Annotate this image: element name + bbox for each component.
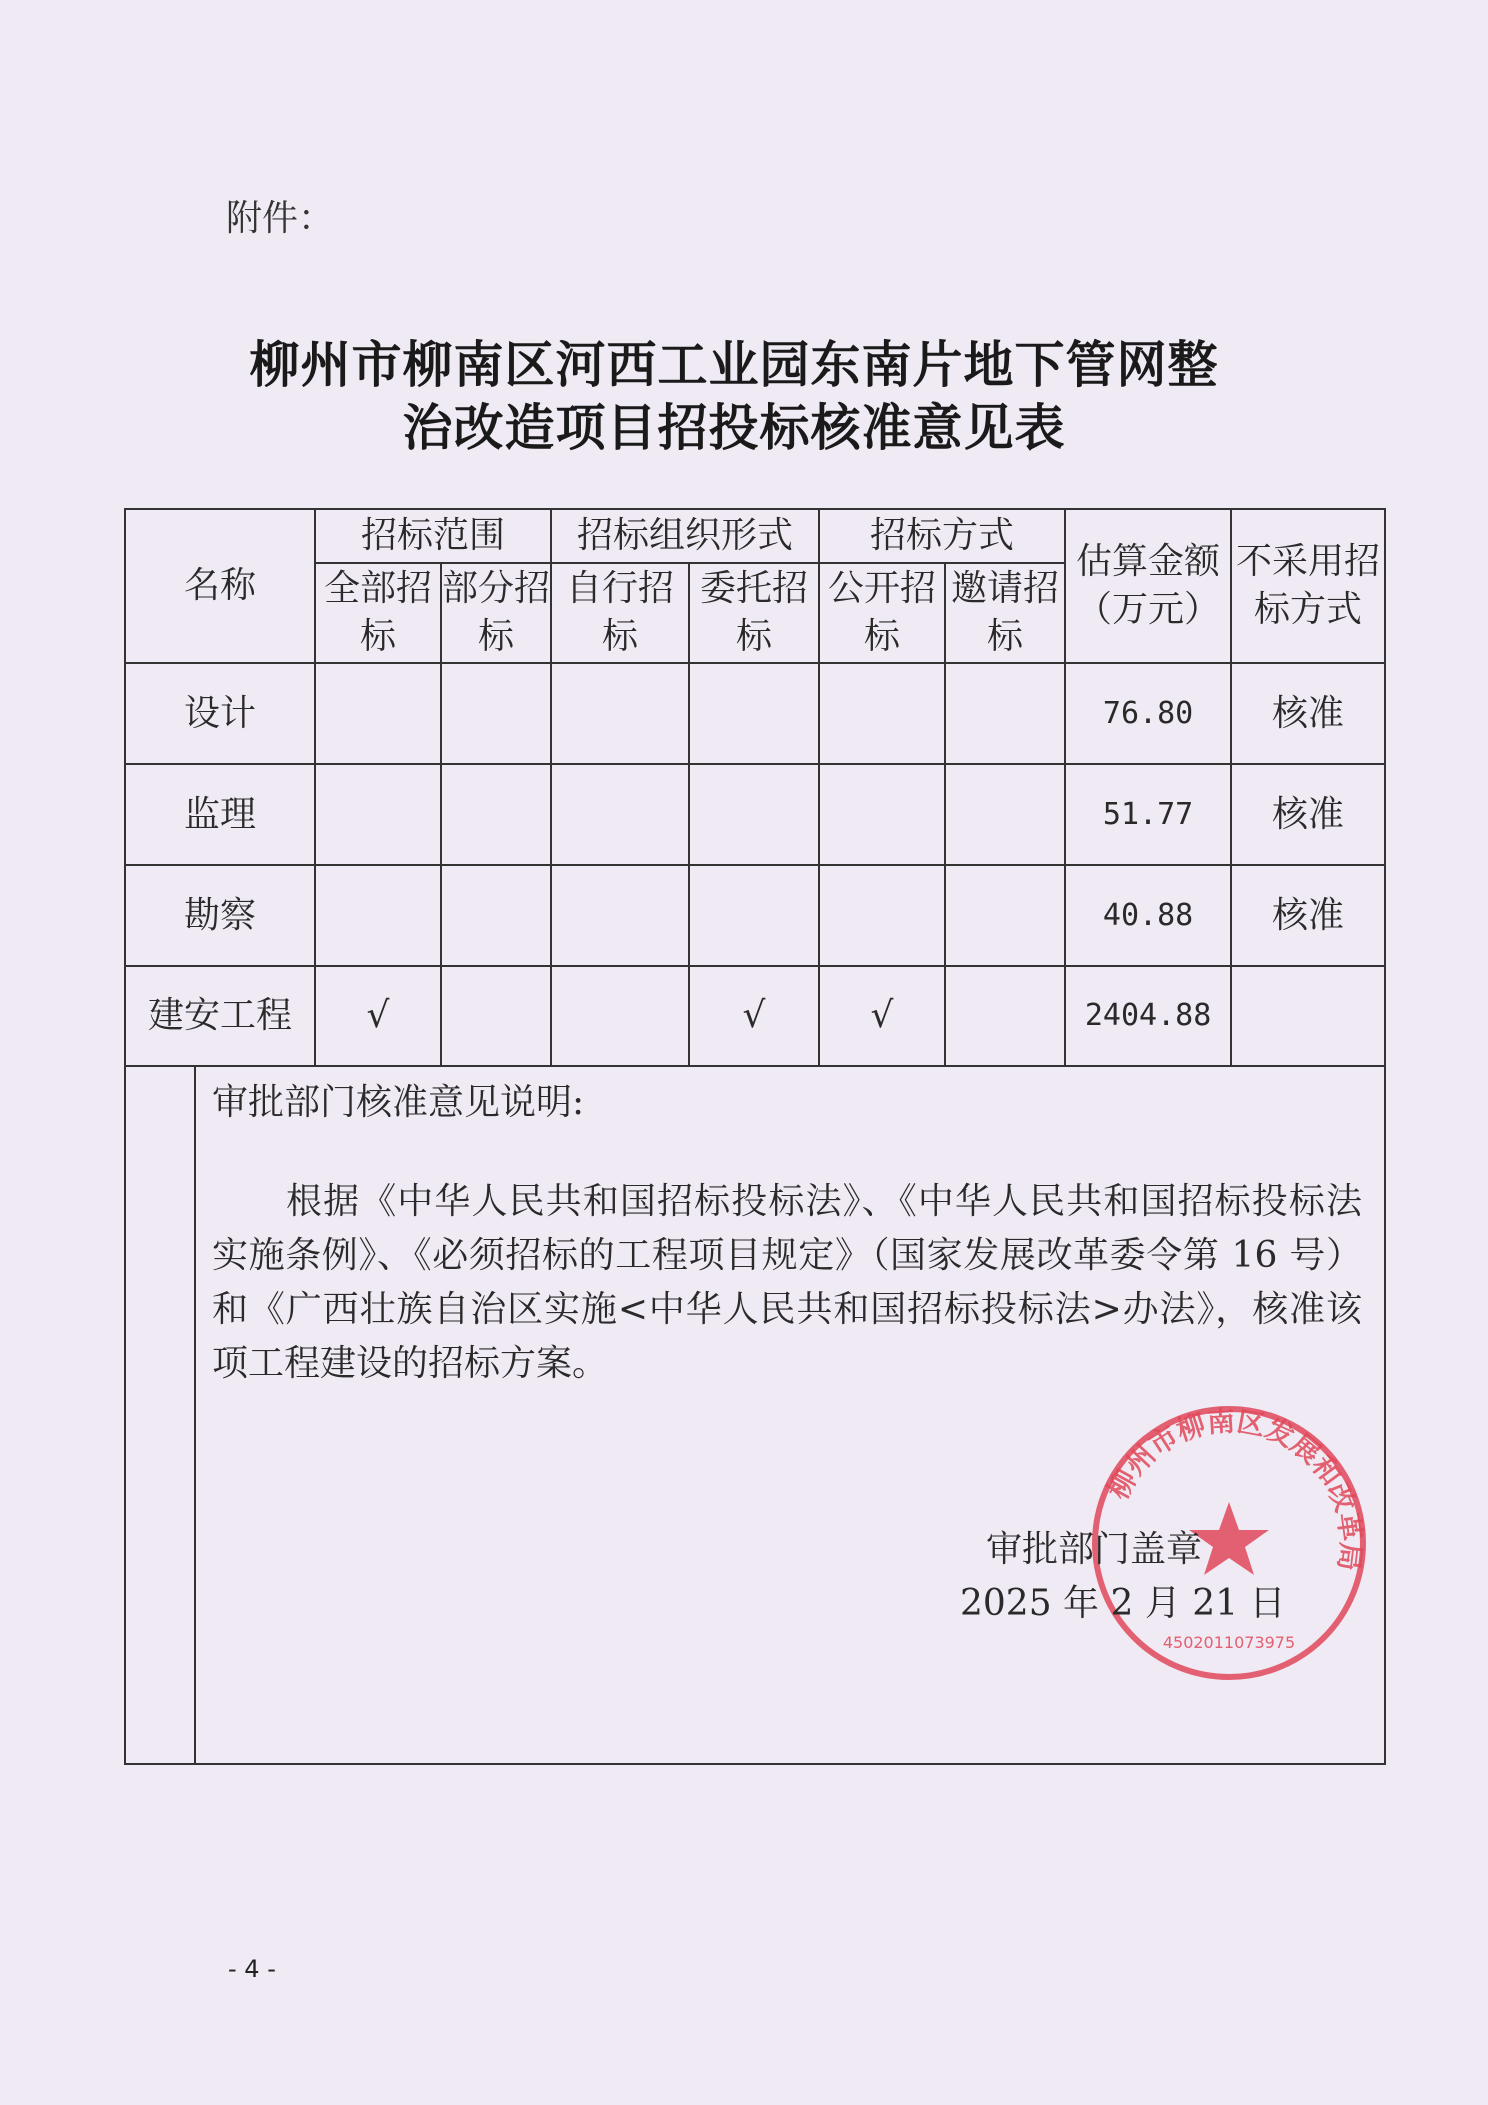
- header-not-adopt: 不采用招标方式: [1231, 509, 1385, 663]
- header-entrust: 委托招标: [689, 563, 819, 663]
- cell-public: [819, 663, 945, 764]
- cell-partial: [441, 966, 551, 1066]
- cell-entrust: √: [689, 966, 819, 1066]
- title-line-1: 柳州市柳南区河西工业园东南片地下管网整: [249, 335, 1219, 394]
- header-full: 全部招标: [315, 563, 441, 663]
- cell-entrust: [689, 764, 819, 865]
- header-org-form: 招标组织形式: [551, 509, 819, 563]
- cell-self: [551, 966, 689, 1066]
- cell-not-adopt: 核准: [1231, 663, 1385, 764]
- cell-amount: 40.88: [1065, 865, 1231, 966]
- header-invite: 邀请招标: [945, 563, 1065, 663]
- table-row: [125, 966, 1385, 1066]
- cell-full: √: [315, 966, 441, 1066]
- cell-partial: [441, 663, 551, 764]
- cell-self: [551, 764, 689, 865]
- cell-invite: [945, 966, 1065, 1066]
- table-row: [125, 663, 1385, 764]
- cell-full: [315, 663, 441, 764]
- cell-public: [819, 865, 945, 966]
- opinion-section: [125, 1066, 1385, 1764]
- header-public: 公开招标: [819, 563, 945, 663]
- cell-public: √: [819, 966, 945, 1066]
- table-row: [125, 865, 1385, 966]
- cell-entrust: [689, 865, 819, 966]
- header-method: 招标方式: [819, 509, 1065, 563]
- cell-not-adopt: [1231, 966, 1385, 1066]
- cell-amount: 51.77: [1065, 764, 1231, 865]
- cell-invite: [945, 764, 1065, 865]
- cell-partial: [441, 764, 551, 865]
- seal-label: 审批部门盖章: [986, 1529, 1203, 1570]
- seal-text: 柳州市柳南区发展和改革局: [1101, 1404, 1368, 1573]
- cell-entrust: [689, 663, 819, 764]
- cell-not-adopt: 核准: [1231, 865, 1385, 966]
- cell-partial: [441, 865, 551, 966]
- opinion-content: [194, 1067, 1384, 1763]
- cell-self: [551, 663, 689, 764]
- header-amount: 估算金额（万元）: [1065, 509, 1231, 663]
- row-name: 勘察: [125, 865, 315, 966]
- cell-invite: [945, 865, 1065, 966]
- cell-self: [551, 865, 689, 966]
- seal-code: 4502011073975: [1162, 1633, 1296, 1652]
- cell-amount: 2404.88: [1065, 966, 1231, 1066]
- cell-full: [315, 865, 441, 966]
- attachment-label: 附件：: [226, 198, 335, 239]
- header-scope: 招标范围: [315, 509, 551, 563]
- row-name: 监理: [125, 764, 315, 865]
- signature-block: [960, 1523, 1286, 1631]
- approval-date: 2025 年 2 月 21 日: [960, 1583, 1286, 1624]
- cell-not-adopt: 核准: [1231, 764, 1385, 865]
- row-name: 建安工程: [125, 966, 315, 1066]
- approval-table: [124, 508, 1386, 1765]
- cell-public: [819, 764, 945, 865]
- table-row: [125, 764, 1385, 865]
- title-line-2: 治改造项目招投标核准意见表: [402, 398, 1066, 457]
- cell-full: [315, 764, 441, 865]
- header-name: 名称: [125, 509, 315, 663]
- header-partial: 部分招标: [441, 563, 551, 663]
- header-self: 自行招标: [551, 563, 689, 663]
- opinion-heading: 审批部门核准意见说明:: [212, 1082, 585, 1123]
- opinion-body: 根据《中华人民共和国招标投标法》、《中华人民共和国招标投标法实施条例》、《必须招标的工程项目规定》（国家发展改革委令第 16 号）和《广西壮族自治区实施<中华人民共和国招标投标法>办法》，核准该项工程建设的招标方案。: [212, 1181, 1362, 1384]
- cell-invite: [945, 663, 1065, 764]
- cell-amount: 76.80: [1065, 663, 1231, 764]
- row-name: 设计: [125, 663, 315, 764]
- page-number: - 4 -: [228, 1955, 276, 1983]
